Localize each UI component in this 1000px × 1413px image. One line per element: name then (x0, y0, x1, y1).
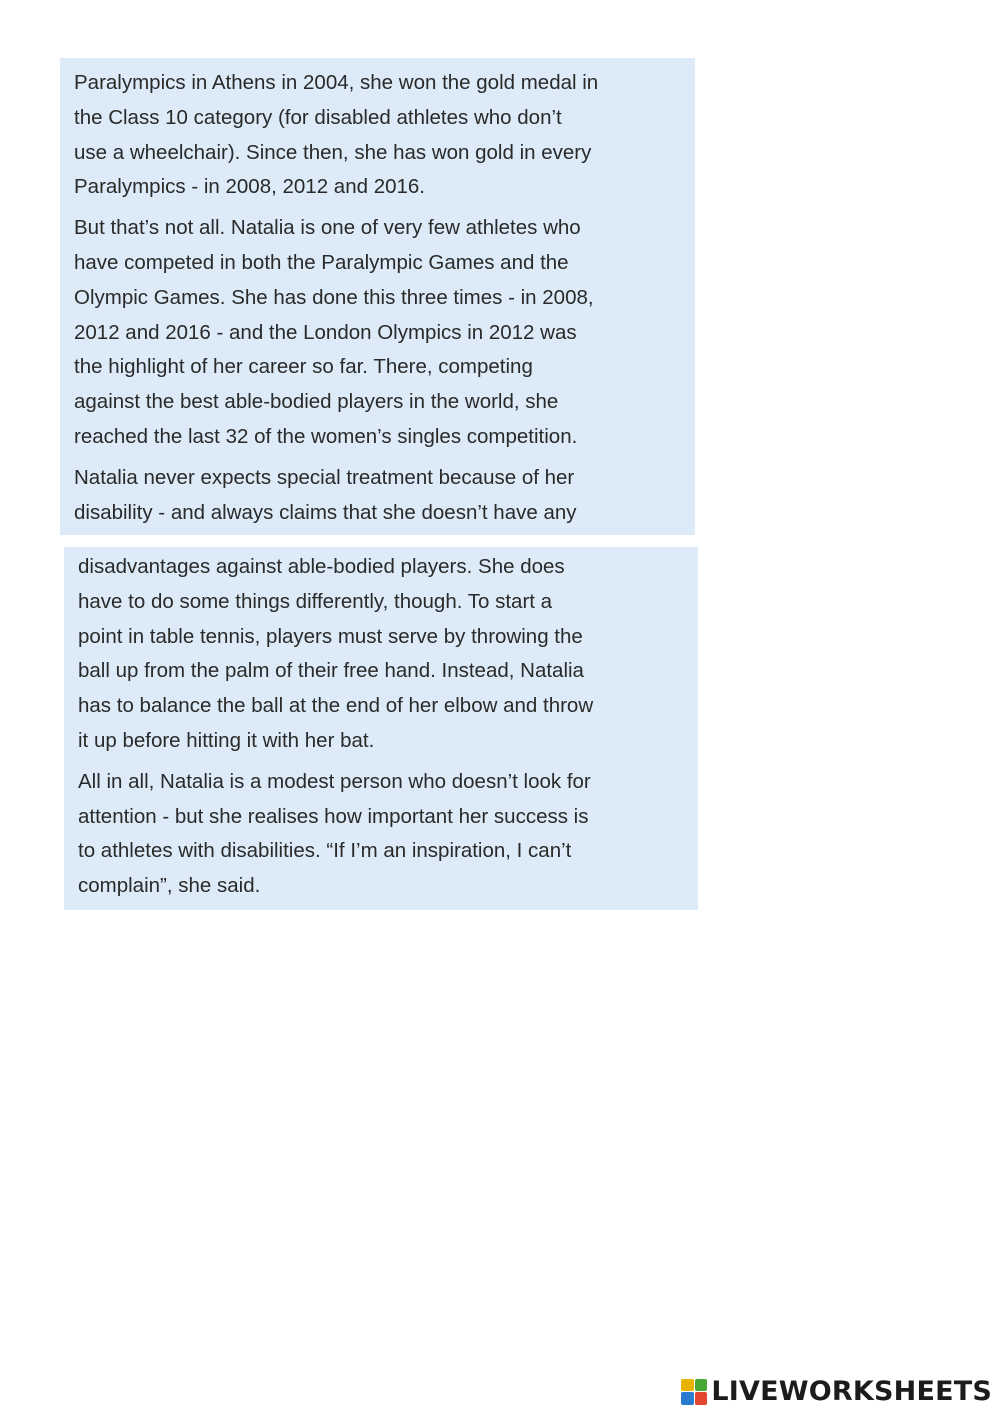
text-line: All in all, Natalia is a modest person who doesn’t look for (78, 769, 591, 793)
text-line: reached the last 32 of the women’s singles competition. (74, 424, 578, 448)
text-line: have competed in both the Paralympic Games and the (74, 250, 569, 274)
text-line: 2012 and 2016 - and the London Olympics in 2012 was (74, 320, 577, 344)
text-line: the highlight of her career so far. There, competing (74, 355, 533, 379)
brand-name: LIVEWORKSHEETS (711, 1376, 992, 1407)
paragraph (74, 66, 681, 205)
paragraph (78, 550, 684, 759)
text-line: against the best able-bodied players in the world, she (74, 390, 559, 414)
text-line: point in table tennis, players must serve by throwing the (78, 624, 583, 648)
paragraph (74, 211, 681, 455)
logo-tile (681, 1379, 694, 1392)
logo-tile (695, 1392, 708, 1405)
text-line: it up before hitting it with her bat. (78, 728, 375, 752)
text-line: complain”, she said. (78, 874, 261, 898)
paragraph (74, 461, 681, 531)
text-line: disability - and always claims that she doesn’t have any (74, 500, 577, 524)
paragraph (78, 765, 684, 904)
text-line: disadvantages against able-bodied players. She does (78, 555, 565, 578)
logo-tile (695, 1379, 708, 1392)
liveworksheets-logo-icon (681, 1379, 707, 1405)
text-line: use a wheelchair). Since then, she has won gold in every (74, 140, 592, 164)
text-line: to athletes with disabilities. “If I’m an inspiration, I can’t (78, 839, 572, 863)
text-line: But that’s not all. Natalia is one of very few athletes who (74, 216, 581, 240)
text-line: Paralympics - in 2008, 2012 and 2016. (74, 175, 426, 199)
liveworksheets-brand[interactable] (681, 1376, 992, 1407)
text-line: Paralympics in Athens in 2004, she won the gold medal in (74, 71, 599, 94)
text-line: the Class 10 category (for disabled athletes who don’t (74, 105, 562, 129)
text-panel-top (60, 58, 695, 535)
text-line: has to balance the ball at the end of her elbow and throw (78, 694, 594, 718)
text-panel-bottom (64, 547, 698, 910)
text-line: Olympic Games. She has done this three times - in 2008, (74, 285, 594, 309)
text-line: attention - but she realises how important her success is (78, 804, 589, 828)
logo-tile (681, 1392, 694, 1405)
text-line: Natalia never expects special treatment because of her (74, 465, 575, 489)
text-line: have to do some things differently, though. To start a (78, 589, 553, 613)
text-line: ball up from the palm of their free hand. Instead, Natalia (78, 659, 584, 683)
